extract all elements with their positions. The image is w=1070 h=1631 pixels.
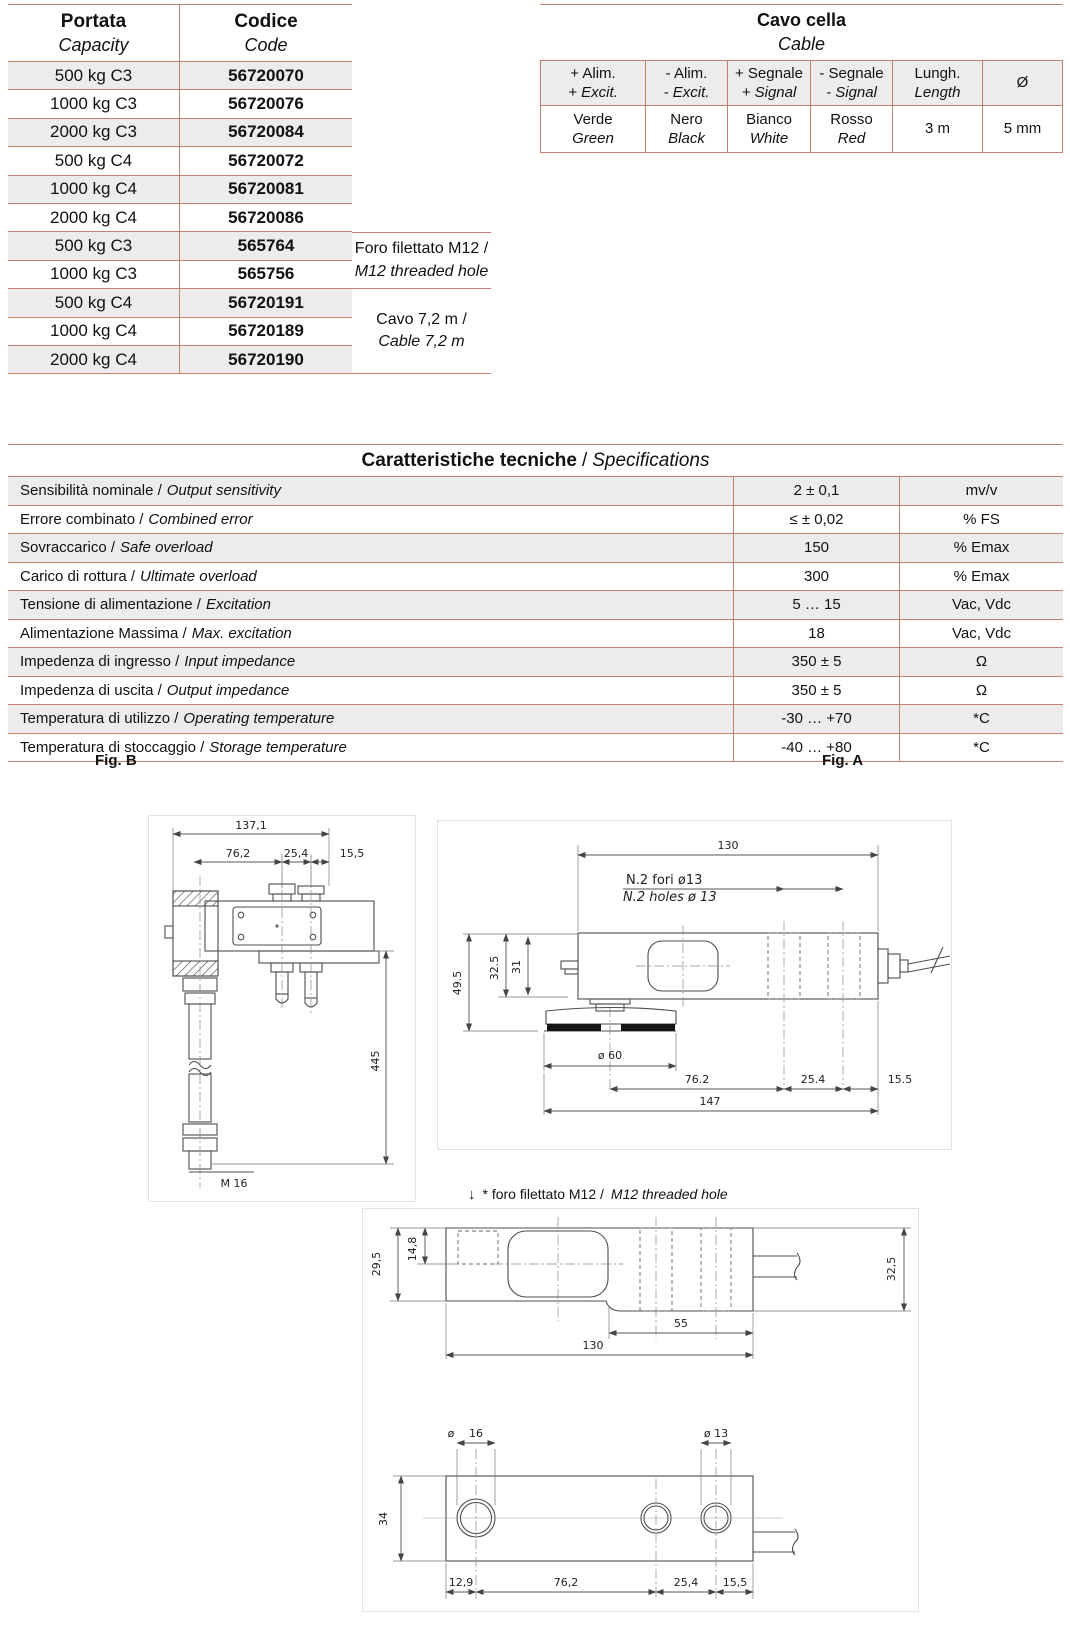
capacity-table-header [8, 5, 352, 62]
spec-value: 350 ± 5 [733, 648, 899, 676]
capacity-cell: 500 kg C4 [8, 147, 180, 174]
header-it: - Segnale [819, 64, 884, 82]
dim-label: 25.4 [800, 1073, 826, 1086]
specifications-title [8, 444, 1063, 476]
capacity-cell: 1000 kg C3 [8, 90, 180, 117]
m12-note-it: * foro filettato M12 / [482, 1186, 604, 1202]
spec-value: 300 [733, 563, 899, 591]
table-row [8, 318, 352, 346]
spec-label-it: Sovraccarico / [20, 539, 116, 557]
annotation-line-en: Cable 7,2 m [378, 333, 465, 350]
annotation-cable-7-2m [352, 289, 491, 374]
table-row [8, 289, 352, 317]
header-codice: Codice [234, 10, 298, 32]
spec-label-en: Input impedance [184, 653, 296, 671]
table-row [8, 147, 352, 175]
cable-header-cell [811, 61, 893, 105]
table-row [8, 261, 352, 289]
spec-row [8, 534, 1063, 563]
dim-label: 31 [510, 960, 523, 974]
fig-a-geometry [544, 933, 950, 1031]
diameter-symbol: Ø [1016, 74, 1029, 92]
dim-label: 16 [469, 1427, 483, 1440]
capacity-cell: 2000 kg C3 [8, 119, 180, 146]
header-it: + Alim. [570, 64, 616, 82]
down-arrow-icon: ↓ [468, 1186, 476, 1203]
cable-table [540, 4, 1063, 153]
code-cell: 56720191 [228, 292, 304, 312]
cable-table-data-row [540, 106, 1063, 153]
code-cell: 56720084 [228, 122, 304, 142]
cable-value-cell [646, 106, 728, 152]
code-cell: 56720189 [228, 321, 304, 341]
spec-label-it: Tensione di alimentazione / [20, 596, 201, 614]
fig-a-dashed-bands [610, 921, 860, 1093]
dim-label: 34 [377, 1512, 390, 1526]
spec-unit: *C [899, 705, 1063, 733]
spec-unit: % FS [899, 506, 1063, 534]
m12-note-en: M12 threaded hole [610, 1186, 728, 1202]
spec-value: -40 … +80 [733, 734, 899, 762]
spec-row [8, 563, 1063, 592]
value-en: Black [668, 130, 705, 147]
cable-table-title [540, 4, 1063, 60]
table-row [8, 90, 352, 118]
spec-label-en: Operating temperature [183, 710, 335, 728]
spec-rows [8, 476, 1063, 762]
capacity-code-table [8, 4, 352, 374]
dim-label: 76.2 [684, 1073, 710, 1086]
spec-row [8, 734, 1063, 763]
table-row [8, 62, 352, 90]
spec-unit: % Emax [899, 534, 1063, 562]
top-bottom-view-drawing [362, 1208, 919, 1612]
code-cell: 565756 [237, 264, 295, 284]
code-cell: 56720081 [228, 179, 304, 199]
cable-value-cell [811, 106, 893, 152]
spec-label-en: Ultimate overload [140, 567, 257, 585]
header-capacity: Capacity [58, 34, 129, 55]
views-svg [363, 1209, 918, 1611]
spec-unit: % Emax [899, 563, 1063, 591]
capacity-cell: 1000 kg C4 [8, 318, 180, 345]
dim-label: ø [447, 1427, 455, 1440]
spec-title-en: Specifications [592, 449, 710, 471]
spec-value: 150 [733, 534, 899, 562]
dim-label: 445 [369, 1050, 382, 1072]
fig-a-drawing [437, 820, 952, 1150]
header-portata: Portata [60, 10, 127, 32]
dim-label: 130 [582, 1339, 604, 1352]
spec-row [8, 648, 1063, 677]
length-value: 3 m [924, 120, 950, 138]
header-it: + Segnale [735, 64, 803, 82]
fig-b-drawing [148, 815, 416, 1202]
annotation-line-it: Cavo 7,2 m / [376, 310, 467, 328]
header-it: Lungh. [914, 64, 961, 82]
dim-label: 15.5 [887, 1073, 913, 1086]
cable-length-cell [893, 106, 983, 152]
dim-label: 29,5 [370, 1251, 383, 1277]
annotation-m12-threaded-hole [352, 232, 491, 289]
spec-label-en: Output sensitivity [166, 482, 281, 500]
dim-label: 55 [674, 1317, 688, 1330]
spec-label-en: Combined error [148, 510, 253, 528]
cable-header-cell [728, 61, 811, 105]
spec-title-it: Caratteristiche tecniche [361, 449, 577, 471]
spec-label-en: Safe overload [120, 539, 213, 557]
table-row [8, 176, 352, 204]
dim-label: 130 [717, 839, 739, 852]
spec-label-it: Errore combinato / [20, 510, 144, 528]
spec-value: -30 … +70 [733, 705, 899, 733]
dim-label: 14,8 [406, 1236, 419, 1262]
spec-value: 350 ± 5 [733, 677, 899, 705]
fig-b-geometry [165, 884, 379, 1172]
fig-a-label: Fig. A [822, 752, 864, 769]
capacity-cell: 1000 kg C3 [8, 261, 180, 288]
fig-a-pads [547, 1024, 675, 1031]
dim-label: 76,2 [553, 1576, 579, 1589]
dim-label: 137,1 [235, 819, 267, 832]
thread-label-m16: M 16 [220, 1177, 248, 1190]
spec-unit: Vac, Vdc [899, 591, 1063, 619]
code-cell: 56720070 [228, 65, 304, 85]
fig-a-svg [438, 821, 951, 1149]
header-en: - Signal [826, 84, 877, 101]
capacity-cell: 500 kg C3 [8, 232, 180, 259]
holes-note-en: N.2 holes ø 13 [623, 890, 717, 905]
spec-label-it: Impedenza di ingresso / [20, 653, 180, 671]
fig-b-445-dim [211, 951, 394, 1190]
table-row [8, 119, 352, 147]
annotation-line-it: Foro filettato M12 / [354, 240, 489, 258]
dim-label: 15,5 [722, 1576, 748, 1589]
code-cell: 56720072 [228, 150, 304, 170]
header-en: Length [914, 84, 961, 101]
spec-row [8, 677, 1063, 706]
spec-unit: Ω [899, 677, 1063, 705]
cable-diameter-cell [983, 106, 1063, 152]
spec-value: 2 ± 0,1 [733, 477, 899, 505]
spec-row [8, 477, 1063, 506]
spec-unit: mv/v [899, 477, 1063, 505]
capacity-cell: 500 kg C3 [8, 62, 180, 89]
cable-header-cell [646, 61, 728, 105]
spec-label-it: Temperatura di utilizzo / [20, 710, 179, 728]
spec-row [8, 591, 1063, 620]
dim-label: 147 [699, 1095, 721, 1108]
top-view-dims [370, 1228, 911, 1359]
annotation-line-en: M12 threaded hole [354, 262, 489, 280]
value-en: Red [837, 130, 866, 147]
bottom-view-dims [377, 1427, 753, 1599]
value-en: Green [572, 130, 614, 147]
holes-note-it: N.2 fori ø13 [626, 873, 703, 888]
spec-row [8, 620, 1063, 649]
capacity-header-cell [8, 5, 180, 61]
spec-label-en: Excitation [205, 596, 271, 614]
spec-unit: Ω [899, 648, 1063, 676]
spec-unit: *C [899, 734, 1063, 762]
spec-value: ≤ ± 0,02 [733, 506, 899, 534]
header-code: Code [244, 34, 288, 55]
capacity-cell: 500 kg C4 [8, 289, 180, 316]
header-it: - Alim. [665, 64, 708, 82]
spec-label-en: Storage temperature [209, 738, 347, 756]
dim-label: 32.5 [488, 955, 501, 981]
table-row [8, 232, 352, 260]
value-it: Bianco [746, 110, 792, 128]
value-it: Nero [670, 110, 703, 128]
fig-a-holes-note [623, 873, 843, 905]
dim-label: ø 60 [597, 1049, 623, 1062]
code-cell: 56720076 [228, 94, 304, 114]
cable-header-cell-diameter [983, 61, 1063, 105]
spec-label-it: Alimentazione Massima / [20, 624, 187, 642]
value-it: Verde [573, 110, 613, 128]
code-cell: 56720086 [228, 207, 304, 227]
dim-label: 49.5 [451, 970, 464, 996]
top-view-geometry [446, 1228, 800, 1311]
table-row [8, 346, 352, 374]
top-view-dashed [458, 1217, 731, 1339]
bottom-view-geometry [446, 1476, 798, 1561]
value-it: Rosso [830, 110, 873, 128]
header-en: + Excit. [568, 84, 618, 101]
cable-table-header-row [540, 60, 1063, 106]
code-cell: 56720190 [228, 349, 304, 369]
spec-label-en: Output impedance [166, 681, 290, 699]
dim-label: 25,4 [283, 847, 309, 860]
capacity-cell: 2000 kg C4 [8, 204, 180, 231]
m12-threaded-hole-note [468, 1186, 728, 1203]
spec-label-it: Impedenza di uscita / [20, 681, 162, 699]
header-en: - Excit. [663, 84, 710, 101]
cable-header-cell [893, 61, 983, 105]
cable-value-cell [541, 106, 646, 152]
spec-label-it: Carico di rottura / [20, 567, 136, 585]
table-row [8, 204, 352, 232]
spec-title-separator: / [581, 449, 588, 471]
header-en: + Signal [741, 84, 797, 101]
fig-a-left-dims [451, 934, 578, 1031]
spec-value: 18 [733, 620, 899, 648]
spec-label-it: Temperatura di stoccaggio / [20, 738, 205, 756]
fig-b-label: Fig. B [95, 752, 137, 769]
cable-header-cell [541, 61, 646, 105]
specifications-table [8, 444, 1063, 762]
spec-row [8, 506, 1063, 535]
capacity-cell: 1000 kg C4 [8, 176, 180, 203]
fig-a-bottom-dims [544, 1001, 912, 1115]
spec-value: 5 … 15 [733, 591, 899, 619]
cable-title-it: Cavo cella [756, 10, 847, 31]
dim-label: 12,9 [448, 1576, 474, 1589]
fig-b-svg [149, 816, 415, 1201]
dim-label: 15,5 [339, 847, 365, 860]
dim-label: ø 13 [703, 1427, 729, 1440]
spec-row [8, 705, 1063, 734]
spec-label-it: Sensibilità nominale / [20, 482, 162, 500]
fig-a-130-dim [578, 839, 878, 931]
dim-label: 76,2 [225, 847, 251, 860]
cable-value-cell [728, 106, 811, 152]
value-en: White [749, 130, 789, 147]
code-header-cell [180, 5, 352, 61]
dim-label: 25,4 [673, 1576, 699, 1589]
diameter-value: 5 mm [1003, 120, 1042, 138]
cable-title-en: Cable [777, 33, 826, 54]
code-cell: 565764 [237, 236, 295, 256]
spec-label-en: Max. excitation [191, 624, 292, 642]
spec-unit: Vac, Vdc [899, 620, 1063, 648]
dim-label: 32,5 [885, 1256, 898, 1282]
capacity-cell: 2000 kg C4 [8, 346, 180, 373]
